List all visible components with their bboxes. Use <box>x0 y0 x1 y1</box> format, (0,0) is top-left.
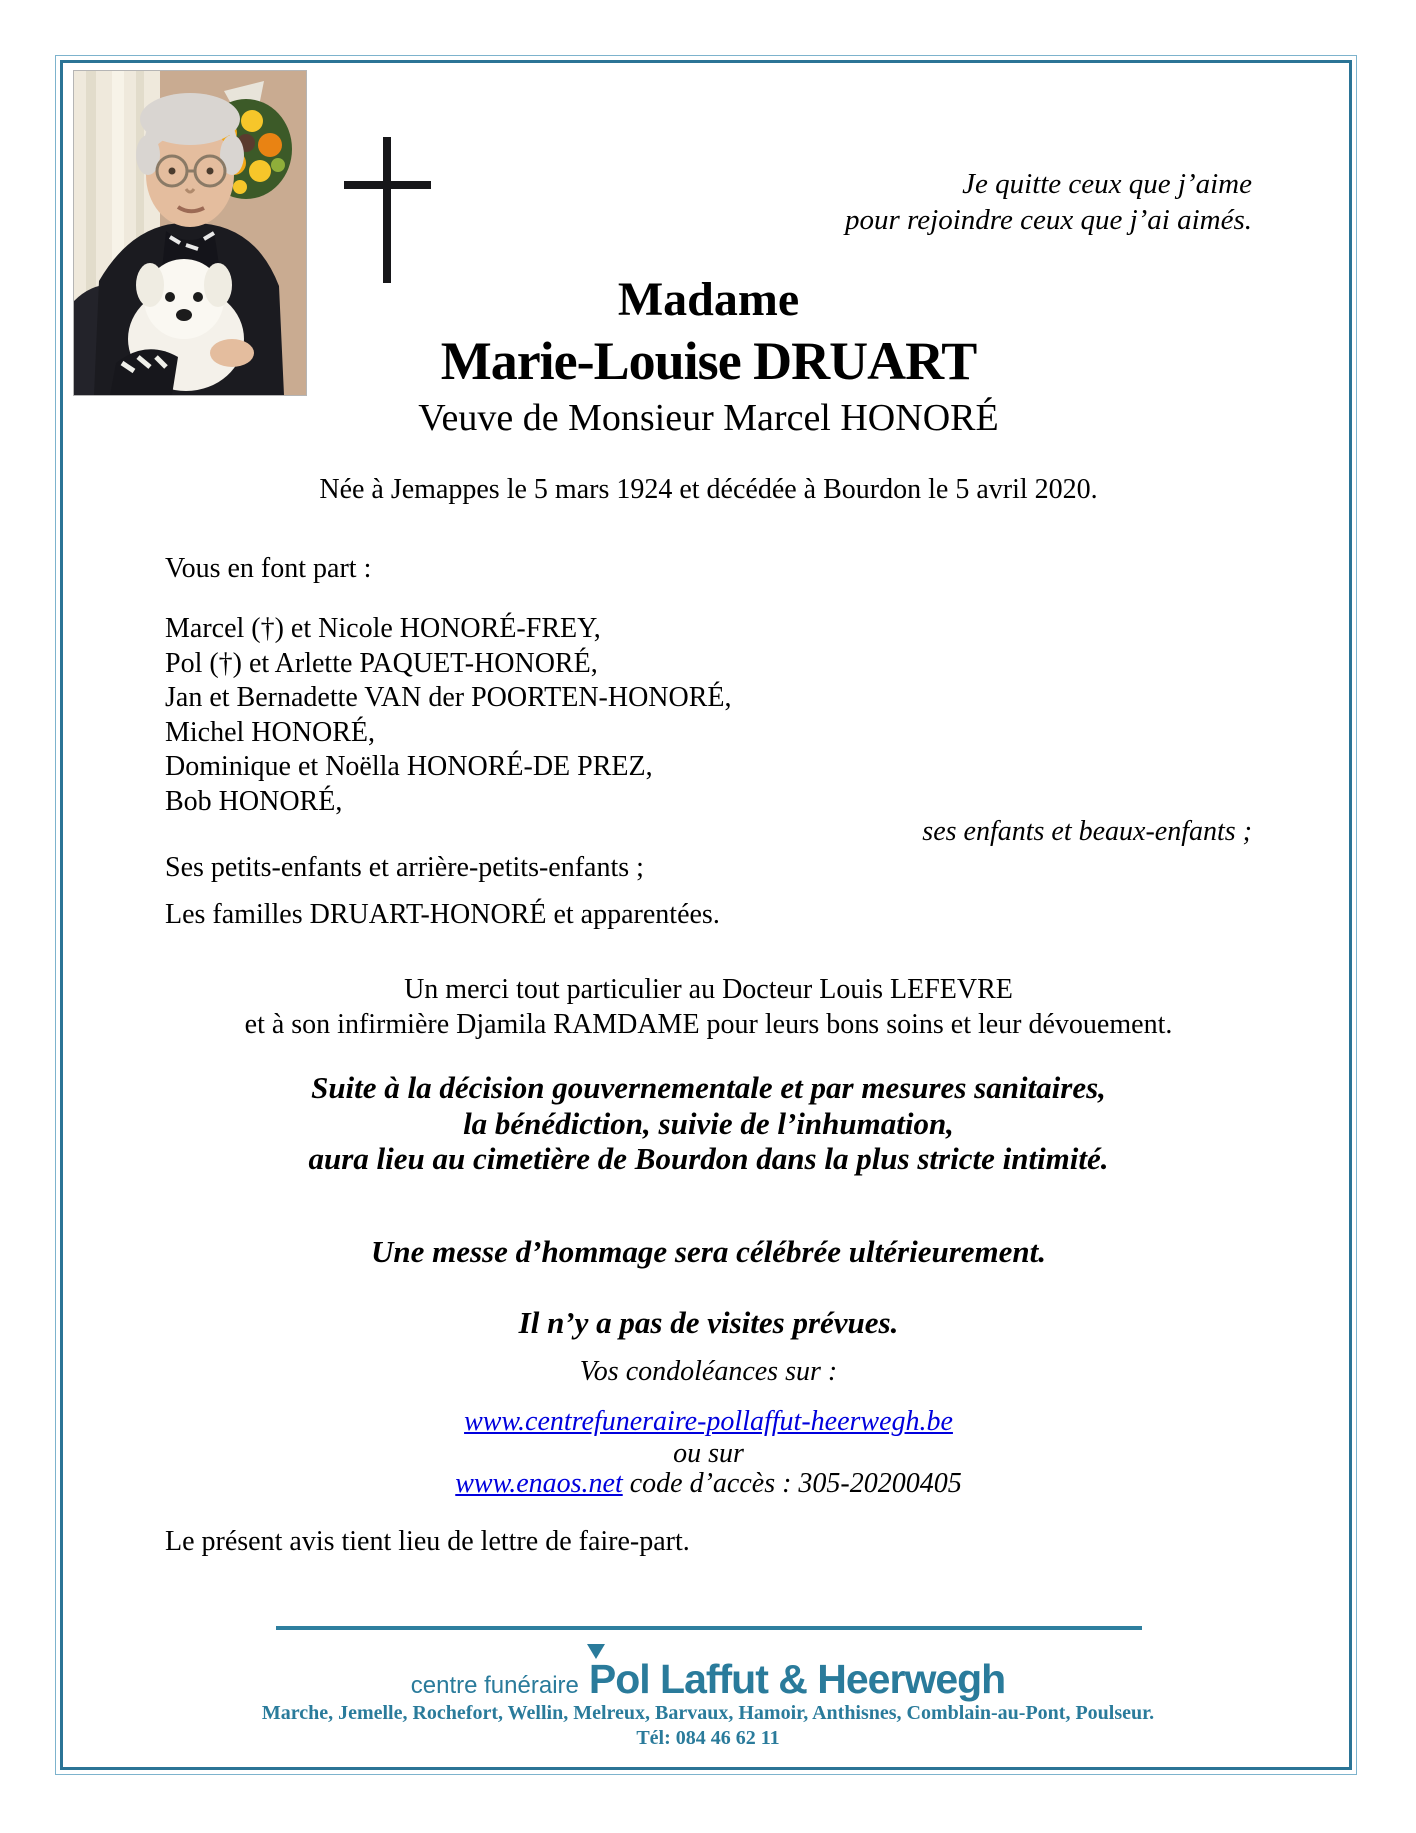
triangle-down-icon <box>587 1644 605 1659</box>
children-note: ses enfants et beaux-enfants ; <box>922 816 1252 847</box>
deceased-name: Marie-Louise DRUART <box>440 331 977 391</box>
family-member-line: Marcel (†) et Nicole HONORÉ-FREY, <box>165 613 601 644</box>
quote-line-1: Je quitte ceux que j’aime <box>962 168 1252 200</box>
memorial-quote <box>165 166 1252 238</box>
family-list <box>165 612 1252 820</box>
family-member-line: Dominique et Noëlla HONORÉ-DE PREZ, <box>165 751 653 783</box>
widow-line: Veuve de Monsieur Marcel HONORÉ <box>418 397 999 439</box>
salutation: Madame <box>617 273 800 326</box>
notice-line: Le présent avis tient lieu de lettre de faire-part. <box>165 1526 690 1557</box>
covid-notice <box>165 1070 1252 1177</box>
footer-locations: Marche, Jemelle, Rochefort, Wellin, Melreux, Barvaux, Hamoir, Anthisnes, Comblain-au-Pont, Poulseur. <box>261 1702 1155 1724</box>
access-code: code d’accès : 305-20200405 <box>629 1468 962 1499</box>
family-member-line: Bob HONORÉ, <box>165 785 343 817</box>
brand-small-label: centre funéraire <box>410 1672 579 1699</box>
family-member-line: Pol (†) et Arlette PAQUET-HONORÉ, <box>165 647 598 679</box>
grandchildren-line: Ses petits-enfants et arrière-petits-enfants ; <box>165 852 644 883</box>
condolences-label: Vos condoléances sur : <box>579 1356 838 1387</box>
quote-line-2: pour rejoindre ceux que j’ai aimés. <box>845 204 1252 236</box>
or-label: ou sur <box>673 1438 744 1469</box>
condolences-link-row-1 <box>165 1406 1252 1438</box>
funeral-home-link[interactable]: www.centrefuneraire-pollaffut-heerwegh.be <box>464 1406 953 1437</box>
content-column <box>165 0 1252 1833</box>
visits-notice: Il n’y a pas de visites prévues. <box>518 1305 899 1340</box>
footer-divider <box>276 1626 1142 1630</box>
footer-phone: Tél: 084 46 62 11 <box>636 1727 780 1749</box>
thanks-line-1: Un merci tout particulier au Docteur Louis LEFEVRE <box>404 974 1013 1005</box>
announce-intro: Vous en font part : <box>165 553 372 584</box>
families-line: Les familles DRUART-HONORÉ et apparentées. <box>165 899 720 930</box>
thanks-line-2: et à son infirmière Djamila RAMDAME pour leurs bons soins et leur dévouement. <box>244 1009 1173 1040</box>
enaos-link[interactable]: www.enaos.net <box>455 1468 623 1499</box>
family-member-line: Jan et Bernadette VAN der POORTEN-HONORÉ, <box>165 682 732 714</box>
family-member-line: Michel HONORÉ, <box>165 716 375 748</box>
condolences-link-row-2 <box>165 1468 1252 1500</box>
life-dates: Née à Jemappes le 5 mars 1924 et décédée à Bourdon le 5 avril 2020. <box>319 474 1098 505</box>
covid-line-2: la bénédiction, suivie de l’inhumation, <box>463 1105 954 1141</box>
covid-line-1: Suite à la décision gouvernementale et par mesures sanitaires, <box>311 1070 1106 1105</box>
thanks-note <box>165 972 1252 1042</box>
mass-notice: Une messe d’hommage sera célébrée ultérieurement. <box>370 1234 1046 1269</box>
brand-name-label: Pol Laffut & Heerwegh <box>589 1656 1005 1702</box>
funeral-home-logo <box>0 1656 1416 1703</box>
covid-line-3: aura lieu au cimetière de Bourdon dans la plus stricte intimité. <box>308 1141 1109 1176</box>
